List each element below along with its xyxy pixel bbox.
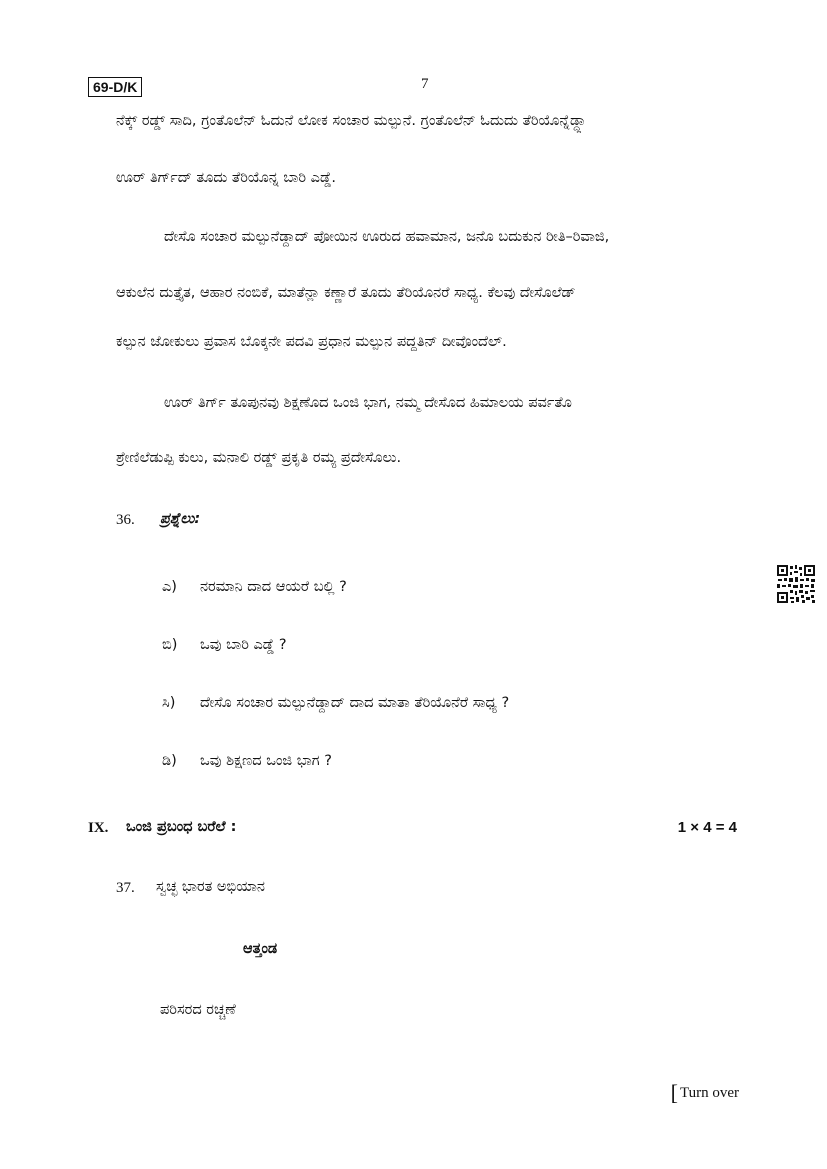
bracket-icon: [ (670, 1080, 678, 1105)
passage-line: ಶ್ರೇಣಿಲೆಡುಪ್ಪಿ ಕುಲು, ಮನಾಲಿ ರಡ್ಡ್ ಪ್ರಕೃತಿ ರಮ್ಯ ಪ್ರದೇಸೊಲು. (116, 450, 402, 466)
paper-code: 69-D/K (88, 77, 142, 97)
section-number: IX. (88, 820, 109, 836)
section-title: ಒಂಜಿ ಪ್ರಬಂಧ ಬರೆಲೆ : (126, 819, 237, 835)
sub-question-text: ನರಮಾನಿ ದಾದ ಆಯರೆ ಬಲ್ಲಿ ? (200, 579, 347, 595)
page-number: 7 (421, 76, 429, 92)
passage-line: ನೆಕ್ಕ್ ರಡ್ಡ್ ಸಾದಿ, ಗ್ರಂತೊಲೆನ್ ಓದುನೆ ಲೋಕ ಸಂಚಾರ ಮಲ್ಪುನೆ. ಗ್ರಂತೊಲೆನ್ ಓದುದು ತೆರಿಯೊನ್ನೆಡ್ದ್ಲಾ (116, 113, 588, 129)
sub-question-text: ಒವು ಬಾರಿ ಎಡ್ಡೆ ? (200, 637, 287, 653)
turn-over (671, 1080, 739, 1106)
question-heading: ಪ್ರಶ್ನೆಲು: (160, 511, 201, 527)
section-marks: 1 × 4 = 4 (677, 819, 737, 836)
passage-line: ದೇಸೊ ಸಂಚಾರ ಮಲ್ಪುನೆಡ್ದಾದ್ ಪೋಯಿನ ಊರುದ ಹವಾಮಾನ, ಜನೊ ಬದುಕುನ ರೀತಿ–ರಿವಾಜಿ, (164, 229, 610, 245)
question-number: 37. (116, 880, 135, 896)
passage-line: ಊರ್ ತಿರ್ಗ್‌ದ್ ತೂದು ತೆರಿಯೊನ್ನ ಬಾರಿ ಎಡ್ಡೆ. (116, 170, 337, 186)
sub-question-letter: ಸಿ) (162, 695, 176, 711)
passage-line: ಆಕುಲೆನ ದುತ್ತೈತ, ಆಹಾರ ನಂಬಿಕೆ, ಮಾತೆನ್ಲಾ ಕಣ್ಣಾರೆ ತೂದು ತೆರಿಯೊನರೆ ಸಾಧ್ಯ. ಕೆಲವು ದೇಸೊಲೆಡ್ (116, 285, 576, 301)
question-number: 36. (116, 512, 135, 528)
sub-question-letter: ಬಿ) (162, 637, 178, 653)
essay-option: ಸ್ವಚ್ಛ ಭಾರತ ಅಭಿಯಾನ (156, 879, 265, 895)
qr-code-icon (776, 564, 816, 604)
sub-question-text: ದೇಸೊ ಸಂಚಾರ ಮಲ್ಪುನೆಡ್ದಾದ್ ದಾದ ಮಾತಾ ತೆರಿಯೊನೆರೆ ಸಾಧ್ಯ ? (200, 695, 510, 711)
or-label: ಆತ್ತಂಡ (243, 941, 278, 957)
passage-line: ಊರ್ ತಿರ್ಗ್ ತೂಪುನವು ಶಿಕ್ಷಣೊದ ಒಂಜಿ ಭಾಗ, ನಮ್ಮ ದೇಸೊದ ಹಿಮಾಲಯ ಪರ್ವತೊ (164, 395, 572, 411)
sub-question-letter: ಎ) (162, 579, 177, 595)
essay-option: ಪರಿಸರದ ರಚ್ಚಣೆ (160, 1002, 236, 1018)
turn-over-label: Turn over (679, 1085, 739, 1101)
sub-question-letter: ಡಿ) (162, 753, 177, 769)
sub-question-text: ಒವು ಶಿಕ್ಷಣದ ಒಂಜಿ ಭಾಗ ? (200, 753, 332, 769)
passage-line: ಕಲ್ಪುನ ಜೋಕುಲು ಪ್ರವಾಸ ಬೊಕ್ಕನೇ ಪದವಿ ಪ್ರಧಾನ ಮಲ್ಪುನ ಪದ್ದತಿನ್ ದೀವೊಂದೆಲ್. (116, 334, 507, 350)
